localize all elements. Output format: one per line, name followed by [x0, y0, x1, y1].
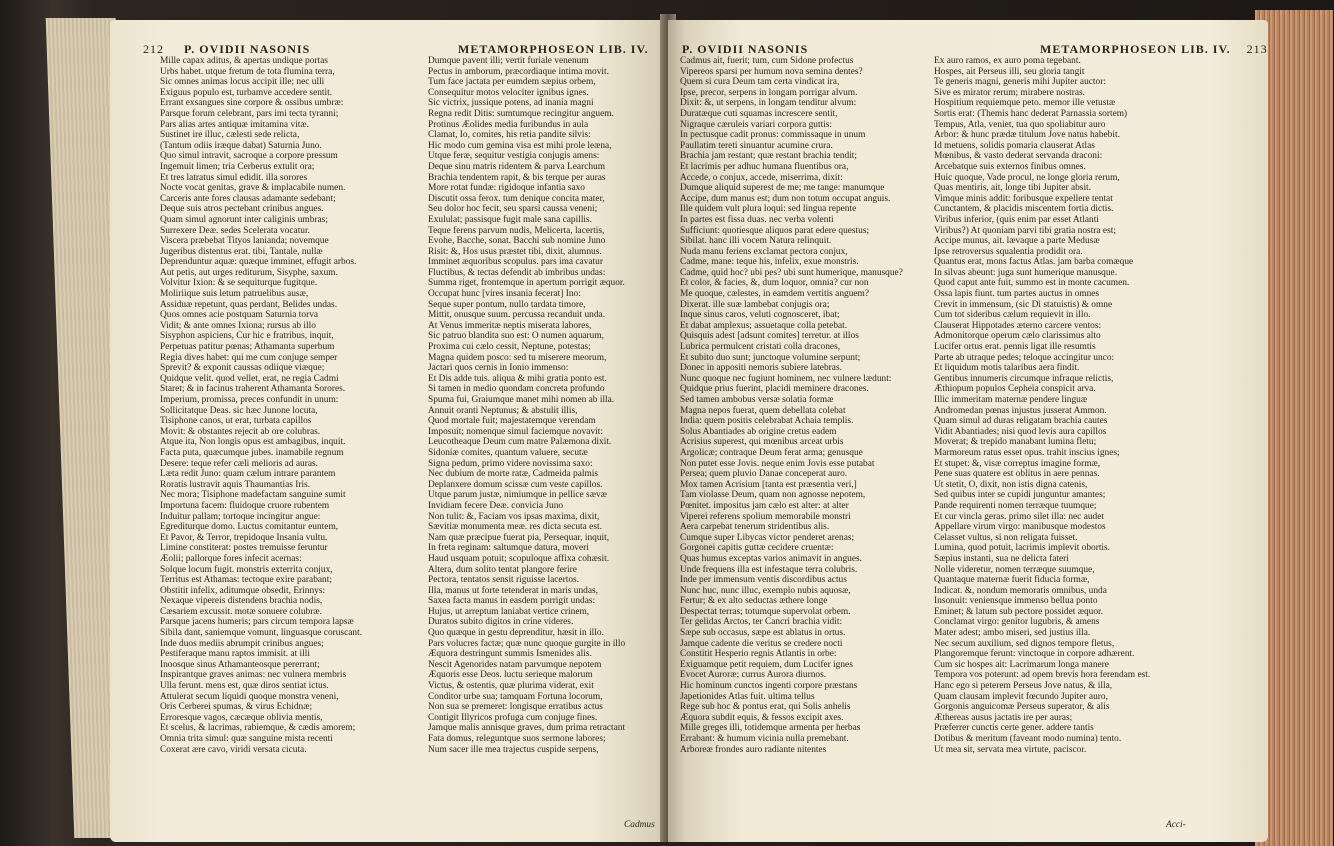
- verse-line: Sibilat. hanc illi vocem Natura relinquit.: [680, 236, 832, 247]
- verse-line: Paullatim tereti sinuantur acumine crura.: [680, 140, 833, 151]
- verse-line: Perpetuas patitur pœnas; Athamanta superbum: [160, 342, 335, 353]
- verse-line: Æthereas ausus jactatis ire per auras;: [934, 712, 1073, 723]
- verse-line: Pœnitet. impositus jam cælo est alter: at alter: [680, 500, 849, 511]
- verse-line: Quisquis adest [adsunt comites] terretur. at illos: [680, 331, 859, 342]
- verse-line: Tempora vos poterunt: ad opem brevis hora ferendam est.: [934, 670, 1151, 681]
- verse-line: Contigit Illyricos profuga cum conjuge fines.: [428, 712, 598, 723]
- verse-line: Gorgonei capitis guttæ cecidere cruentæ:: [680, 543, 834, 554]
- verse-line: Saxea facta manus in easdem porrigit undas:: [428, 596, 596, 607]
- verse-line: Sufficiunt: quotiesque aliquos parat edere questus;: [680, 225, 870, 236]
- verse-line: Id metuens, solidis pomaria clauserat Atlas: [934, 140, 1095, 151]
- verse-line: Et scelus, & lacrimas, rabiemque, & cædis amorem;: [160, 723, 356, 734]
- verse-line: Imposuit; nomenque simul faciemque novavit:: [428, 426, 603, 437]
- verse-line: Æquora destringunt summis Ismenides alis.: [428, 649, 592, 660]
- verse-line: Dixerat. ille suæ lambebat conjugis ora;: [680, 299, 830, 310]
- verse-line: Imminet æquoribus scopulus. pars ima cavatur: [428, 257, 603, 268]
- right-head-author: P. OVIDII NASONIS: [682, 42, 809, 56]
- verse-line: Jamque cadente die veritus se credere nocti: [680, 638, 843, 649]
- verse-line: Movit: & obstantes rejecit ab ore colubras.: [160, 426, 321, 437]
- right-page: [668, 20, 1268, 842]
- verse-line: Regna redit Ditis: sumtumque recingitur anguem.: [428, 108, 614, 119]
- verse-line: Nexaque vipereis distendens brachia nodis,: [160, 596, 323, 607]
- verse-line: Errabant: & humum vicinia nulla premebant.: [680, 734, 849, 744]
- verse-line: Annuit oranti Neptunus; & abstulit illis,: [428, 405, 578, 416]
- left-column-1: [160, 56, 422, 755]
- verse-line: Pene suas quatere est oblitus in aere pennas.: [934, 469, 1100, 480]
- verse-line: In partes est fissa duas. nec verba volenti: [680, 214, 834, 225]
- verse-line: Summa riget, frontemque in apertum porrigit æquor.: [428, 278, 625, 289]
- left-page-number: 212: [143, 42, 164, 56]
- verse-line: Te generis magni, generis mihi Jupiter auctor:: [934, 77, 1106, 88]
- verse-line: Vidit Abantiades; nisi quod levis aura capillos: [934, 426, 1107, 437]
- verse-line: Cum sic hospes ait: Lacrimarum longa manere: [934, 659, 1109, 670]
- verse-line: Jactari quos cernis in Ionio immenso:: [428, 363, 569, 374]
- verse-line: Accipe munus, ait. lævaque a parte Medusæ: [934, 236, 1100, 247]
- verse-line: Despectat terras; totumque supervolat orbem.: [680, 606, 851, 617]
- verse-line: Proxima cui cælo cessit, Neptune, potestas;: [428, 342, 591, 353]
- verse-line: Haud usquam potuit; scopuloque affixa cohæsit.: [428, 553, 610, 564]
- verse-line: Utque feræ, sequitur vestigia conjugis amens:: [428, 151, 600, 162]
- verse-line: Viperei referens spolium memorabile monstri: [680, 511, 851, 522]
- verse-line: Persea; quem pluvio Danae conceperat auro.: [680, 469, 848, 480]
- verse-line: Mille capax aditus, & apertas undique portas: [160, 56, 328, 66]
- verse-line: Duratos subito digitos in crine videres.: [428, 617, 574, 628]
- verse-line: Eminet; & latum sub pectore possidet æquor.: [934, 606, 1103, 617]
- verse-line: Cadme, mane: teque his, infelix, exue monstris.: [680, 257, 859, 268]
- verse-line: Lucifer ortus erat. pennis ligat ille resumtis: [934, 342, 1096, 353]
- verse-line: Sæpe sub occasus, sæpe est ablatus in ortus.: [680, 628, 846, 639]
- verse-line: Hospes, ait Perseus illi, seu gloria tangit: [934, 66, 1085, 77]
- verse-line: Seque super pontum, nullo tardata timore,: [428, 299, 586, 310]
- verse-line: Moliriique suis letum patruelibus ausæ,: [160, 289, 309, 300]
- verse-line: Pars volucres factæ; quæ nunc quoque gurgite in illo: [428, 638, 626, 649]
- verse-line: Quo simul intravit, sacroque a corpore pressum: [160, 151, 338, 162]
- verse-line: Num sacer ille mea trajectus cuspide serpens,: [428, 744, 599, 755]
- verse-line: Ter gelidas Arctos, ter Cancri brachia vidit:: [680, 617, 843, 628]
- verse-line: Et dabat amplexus; assuetaque colla petebat.: [680, 320, 848, 331]
- verse-line: Evohe, Bacche, sonat. Bacchi sub nomine Juno: [428, 236, 606, 247]
- verse-line: Atque ita, Non longis opus est ambagibus, inquit.: [160, 437, 346, 448]
- verse-line: Hanc ego si peterem Perseus Jove natus, & illa,: [934, 681, 1113, 692]
- verse-line: Quod caput ante fuit, summo est in monte cacumen.: [934, 278, 1130, 289]
- verse-line: Magna nepos fuerat, quem debellata colebat: [680, 405, 846, 416]
- right-column-1: [680, 56, 932, 755]
- verse-line: Deque suis atros pectebant crinibus angues.: [160, 204, 324, 215]
- verse-line: Parsque forum celebrant, pars imi tecta tyranni;: [160, 108, 339, 119]
- left-catchword: Cadmus: [624, 820, 655, 830]
- right-head-work: METAMORPHOSEON LIB. IV.: [1040, 42, 1231, 56]
- verse-line: Arbor: & hunc prædæ titulum Jove natus habebit.: [934, 130, 1120, 141]
- verse-line: Unde frequens illa est infestaque terra colubris.: [680, 564, 858, 575]
- verse-line: Dixit: &, ut serpens, in longam tenditur alvum:: [680, 98, 857, 109]
- verse-line: Sisyphon aspiciens, Cur hic e fratribus, inquit,: [160, 331, 334, 342]
- verse-line: Pestiferaque manu raptos immisit. at illi: [160, 649, 310, 660]
- verse-line: Carceris ante fores clausas adamante sedebant;: [160, 193, 336, 204]
- verse-line: Deprenduntur aquæ: quæque imminet, effugit arbos.: [160, 257, 357, 268]
- verse-line: Tum face jactata per eumdem sæpius orbem,: [428, 77, 596, 88]
- verse-line: Et lacrimis per adhuc humana fluentibus ora,: [680, 161, 849, 172]
- verse-line: Seu dolor hoc fecit, seu sparsi caussa veneni;: [428, 204, 598, 215]
- verse-line: Aut petis, aut urges rediturum, Sisyphe, saxum.: [160, 267, 338, 278]
- verse-line: Invidiam fecere Deæ. convicia Juno: [428, 500, 564, 511]
- verse-line: Crevit in immensum, (sic Di statuistis) & omne: [934, 299, 1113, 310]
- verse-line: Nigraque cæruleis variari corpora guttis:: [680, 119, 833, 130]
- verse-line: Brachia tendentem rapit, & bis terque per auras: [428, 172, 606, 183]
- verse-line: Inspirantque graves animas: nec vulnera membris: [160, 670, 347, 681]
- verse-line: Nunc huc, nunc illuc, exemplo nubis aquosæ,: [680, 585, 851, 596]
- verse-line: Me quoque, cælestes, in eamdem vertitis anguem?: [680, 289, 870, 300]
- verse-line: Dumque pavent illi; vertit furiale venenum: [428, 56, 589, 66]
- left-page: [110, 20, 675, 842]
- verse-line: Magna quidem posco: sed tu miserere meorum,: [428, 352, 607, 363]
- verse-line: Sic victrix, jussique potens, ad inania magni: [428, 98, 594, 109]
- verse-line: Pars alias artes antiquæ imitamina vitæ.: [160, 119, 309, 130]
- verse-line: Illa, manus ut forte tetenderat in maris undas,: [428, 585, 598, 596]
- verse-line: Viribus?) At quoniam parvi tibi gratia nostra est;: [934, 225, 1116, 236]
- verse-line: Ulla ferunt. mens est, quæ diros sentiat ictus.: [160, 681, 329, 692]
- verse-line: Argolicæ; contraque Deum ferat arma; genusque: [680, 447, 863, 458]
- verse-line: In pectusque cadit pronus: commissaque in unum: [680, 130, 866, 141]
- verse-line: Jamque malis annisque graves, dum prima retractant: [428, 723, 626, 734]
- verse-line: Aera carpebat tenerum stridentibus alis.: [680, 522, 830, 533]
- verse-line: More rotat fundæ: rigidoque infantia saxo: [428, 183, 585, 194]
- verse-line: Inde per immensum ventis discordibus actus: [680, 575, 847, 586]
- verse-line: Regia dives habet: qui me cum conjuge semper: [160, 352, 338, 363]
- verse-line: Sprevit? & exponit caussas odiique viæque;: [160, 363, 325, 374]
- verse-line: Importuna facem: fluidoque cruore rubentem: [160, 500, 330, 511]
- verse-line: Discutit ossa ferox. tum denique concita mater,: [428, 193, 605, 204]
- verse-line: Ingemuit limen; tria Cerberus extulit ora;: [160, 161, 315, 172]
- right-column-2: [934, 56, 1196, 755]
- verse-line: Mittit, onusque suum. percussa recanduit unda.: [428, 310, 606, 321]
- verse-line: Quos omnes acie postquam Saturnia torva: [160, 310, 319, 321]
- verse-line: Præferrer cunctis certe gener. addere tantis: [934, 723, 1094, 734]
- verse-line: Attulerat secum liquidi quoque monstra veneni,: [160, 691, 339, 702]
- verse-line: Ex auro ramos, ex auro poma tegebant.: [934, 56, 1081, 66]
- verse-line: Æquora subdit equis, & fessos excipit axes.: [680, 712, 844, 723]
- verse-line: Et stupet: &, visæ correptus imagine formæ,: [934, 458, 1101, 469]
- verse-line: Huic quoque, Vade procul, ne longe gloria rerum,: [934, 172, 1120, 183]
- verse-line: Æquoris esse Deos. luctu serieque malorum: [428, 670, 593, 681]
- verse-line: Nolle videretur, nomen terræque suumque,: [934, 564, 1095, 575]
- verse-line: Spuma fui, Graiumque manet mihi nomen ab illa.: [428, 395, 615, 405]
- verse-line: Sic patruo blandita suo est: O numen aquarum,: [428, 331, 605, 342]
- verse-line: Quam clausam implevit fœcundo Jupiter auro,: [934, 691, 1108, 702]
- right-page-number: 213: [1246, 42, 1268, 56]
- verse-line: Solque locum fugit. monstris exterrita conjux,: [160, 564, 333, 575]
- verse-line: Et color, & facies, &, dum loquor, omnia? cur non: [680, 278, 869, 289]
- verse-line: Quantaque maternæ fuerit fiducia formæ,: [934, 575, 1090, 586]
- verse-line: Nescit Agenorides natam parvumque nepotem: [428, 659, 602, 670]
- verse-line: Consequitur motos velociter ignibus ignes.: [428, 87, 589, 98]
- verse-line: Clauserat Hippotades æterno carcere ventos:: [934, 320, 1102, 331]
- verse-line: Sollicitatque Deas. sic hæc Junone locuta,: [160, 405, 318, 416]
- verse-line: Errant exsangues sine corpore & ossibus umbræ:: [160, 98, 344, 109]
- verse-line: Evocet Auroræ; currus Aurora diurnos.: [680, 670, 827, 681]
- verse-line: Volvitur Ixion: & se sequiturque fugitque.: [160, 278, 318, 289]
- verse-line: Æthiopum populos Cepheïa conspicit arva.: [934, 384, 1096, 395]
- verse-line: Ut mea sit, servata mea virtute, paciscor.: [934, 744, 1087, 755]
- verse-line: Inoosque sinus Athamanteosque pererrant;: [160, 659, 320, 670]
- left-head-work: METAMORPHOSEON LIB. IV.: [458, 42, 649, 56]
- verse-line: Hic hominum cunctos ingenti corpore præstans: [680, 681, 858, 692]
- verse-line: Nec dubium de morte ratæ, Cadmeida palmis: [428, 469, 599, 480]
- verse-line: Rege sub hoc & pontus erat, qui Solis anhelis: [680, 702, 851, 713]
- verse-line: Roratis lustravit aquis Thaumantias Iris.: [160, 479, 311, 490]
- verse-line: Lubrica permulcent cristati colla dracones,: [680, 342, 841, 353]
- verse-line: Signa pedum, primo videre novissima saxo:: [428, 458, 593, 469]
- verse-line: In freta reginam: saltumque datura, moveri: [428, 543, 589, 554]
- verse-line: Victus, & ostentis, quæ plurima viderat, exit: [428, 681, 594, 692]
- verse-line: Sed quibus inter se cupidi junguntur amantes;: [934, 490, 1106, 501]
- verse-line: Exiguamque petit requiem, dum Lucifer ignes: [680, 659, 853, 670]
- verse-line: Oris Cerberei spumas, & virus Echidnæ;: [160, 702, 313, 713]
- verse-line: Duratæque cuti squamas increscere sentit,: [680, 108, 838, 119]
- verse-line: Inde duos mediis abrumpit crinibus angues;: [160, 638, 324, 649]
- verse-line: Egrediturque domo. Luctus comitantur euntem,: [160, 522, 339, 533]
- verse-line: Tisiphone canos, ut erat, turbata capillos: [160, 416, 312, 427]
- verse-line: Donec in appositi nemoris subiere latebras.: [680, 363, 842, 374]
- verse-line: Parte ab utraque pedes; teloque accingitur unco:: [934, 352, 1115, 363]
- verse-line: Sed tamen ambobus versæ solatia formæ: [680, 395, 834, 405]
- right-catchword: Acci-: [1166, 820, 1186, 830]
- verse-line: Appellare virum virgo: manibusque modestos: [934, 522, 1106, 533]
- verse-line: Et liquidum motis talaribus aera findit.: [934, 363, 1080, 374]
- verse-line: Hic modo cum gemina visa est mihi prole leæna,: [428, 140, 612, 151]
- verse-line: Gorgonis anguicomæ Perseus superator, & alis: [934, 702, 1110, 713]
- verse-line: Sortis erat: (Themis hanc dederat Parnassia sortem): [934, 108, 1128, 119]
- verse-line: Quidque prius fuerint, placidi meminere dracones.: [680, 384, 869, 395]
- verse-line: Japetionides Atlas fuit. ultima tellus: [680, 691, 815, 702]
- verse-line: Assiduæ repetunt, quas perdant, Belides undas.: [160, 299, 338, 310]
- verse-line: (Tantum odiis iræque dabat) Saturnia Juno.: [160, 140, 322, 151]
- verse-line: Obstitit infelix, aditumque obsedit, Erinnys:: [160, 585, 326, 596]
- verse-line: Clamat, Io, comites, his retia pandite silvis:: [428, 130, 591, 141]
- verse-line: Mille greges illi, totidemque armenta per herbas: [680, 723, 861, 734]
- verse-line: Occupat hunc [vires insania fecerat] Ino:: [428, 289, 581, 300]
- verse-line: Pectora, tentatos sensit riguisse lacertos.: [428, 575, 580, 586]
- verse-line: Facta puta, quæcumque jubes. inamabile regnum: [160, 447, 344, 458]
- verse-line: Teque ferens parvum nudis, Melicerta, lacertis,: [428, 225, 605, 236]
- verse-line: Sive es mirator rerum; mirabere nostras.: [934, 87, 1085, 98]
- verse-line: Nec mora; Tisiphone madefactam sanguine sumit: [160, 490, 346, 501]
- verse-line: Constitit Hesperio regnis Atlantis in orbe:: [680, 649, 837, 660]
- verse-line: Arboreæ frondes auro radiante nitentes: [680, 744, 827, 755]
- verse-line: Accipe, dum manus est; dum non totum occupat anguis.: [680, 193, 891, 204]
- verse-line: Exiguus populo est, turbamve accedere sentit.: [160, 87, 333, 98]
- verse-line: Vipereos sparsi per humum nova semina dentes?: [680, 66, 863, 77]
- verse-line: Cadmus ait, fuerit; tum, cum Sidone profectus: [680, 56, 854, 66]
- verse-line: Ossa lapis fiunt. tum partes auctus in omnes: [934, 289, 1100, 300]
- verse-line: Dumque aliquid superest de me; me tange: manumque: [680, 183, 885, 194]
- verse-line: At Venus immeritæ neptis miserata labores,: [428, 320, 592, 331]
- verse-line: Illic immeritam maternæ pendere linguæ: [934, 395, 1088, 405]
- verse-line: Non tulit: &, Faciam vos ipsas maxima, dixit,: [428, 511, 600, 522]
- verse-line: Conditor urbe sua; tamquam Fortuna locorum,: [428, 691, 603, 702]
- verse-line: Plangoremque ferunt: vinctoque in corpore adhærent.: [934, 649, 1135, 660]
- verse-line: Quas humus exceptas varios animavit in angues.: [680, 553, 862, 564]
- verse-line: Nec secum auxilium, sed dignos tempore fletus,: [934, 638, 1115, 649]
- verse-line: Mœnibus, & vasto dederat servanda draconi:: [934, 151, 1103, 162]
- left-head-author: P. OVIDII NASONIS: [184, 42, 311, 56]
- verse-line: Leucotheaque Deum cum matre Palæmona dixit.: [428, 437, 612, 448]
- verse-line: Et Dis adde tuis. aliqua & mihi gratia ponto est.: [428, 373, 607, 384]
- verse-line: Induitur pallam; tortoque incingitur angue:: [160, 511, 321, 522]
- verse-line: Protinus Æolides media furibundus in aula: [428, 119, 589, 130]
- verse-line: Æolii; pallorque fores infecit acernas:: [160, 553, 302, 564]
- verse-line: Quo quæque in gestu deprenditur, hæsit in illo.: [428, 628, 604, 639]
- verse-line: Mater adest; ambo miseri, sed justius illa.: [934, 628, 1091, 639]
- verse-line: Solus Abantiades ab origine cretus eadem: [680, 426, 837, 437]
- verse-line: Omnia trita simul: quæ sanguine mista recenti: [160, 734, 333, 744]
- verse-line: Desere: teque refer cæli melioris ad auras.: [160, 458, 319, 469]
- verse-line: Territus est Athamas: tectoque exire parabant;: [160, 575, 332, 586]
- verse-line: Quod mortale fuit; majestatemque verendam: [428, 416, 596, 427]
- verse-line: Erroresque vagos, cæcæque oblivia mentis,: [160, 712, 323, 723]
- verse-line: Viscera præbebat Tityos lanianda; novemque: [160, 236, 329, 247]
- verse-line: Si tamen in medio quondam concreta profundo: [428, 384, 605, 395]
- verse-line: Deque sinu matris ridentem & parva Learchum: [428, 161, 606, 172]
- verse-line: Brachia jam restant; quæ restant brachia tendit;: [680, 151, 858, 162]
- right-running-head: [1040, 42, 1268, 57]
- verse-line: Quem si cura Deum tam certa vindicat ira,: [680, 77, 840, 88]
- verse-line: Altera, dum solito tentat plangore ferire: [428, 564, 577, 575]
- verse-line: India: quem positis celebrabat Achaia templis.: [680, 416, 854, 427]
- verse-line: Sic omnes animas locus accipit ille; nec ulli: [160, 77, 325, 88]
- verse-line: Admonitorque operum cælo clarissimus alto: [934, 331, 1101, 342]
- verse-line: Parsque jacens humeris; pars circum tempora lapsæ: [160, 617, 354, 628]
- verse-line: Hospitium requiemque peto. memor ille vetustæ: [934, 98, 1116, 109]
- left-running-head: [143, 42, 310, 57]
- verse-line: Risit: &, Hos usus præstet tibi, dixit, alumnus.: [428, 246, 602, 257]
- verse-line: Cadme, quid hoc? ubi pes? ubi sunt humerique, manusque?: [680, 267, 903, 278]
- verse-line: Nam quæ præcipue fuerat pia, Persequar, inquit,: [428, 532, 610, 543]
- verse-line: Inque sinus caros, veluti cognosceret, ibat;: [680, 310, 840, 321]
- verse-line: Ipse, precor, serpens in longam porrigar alvum.: [680, 87, 858, 98]
- verse-line: Quam simul agnorunt inter caliginis umbras;: [160, 214, 328, 225]
- verse-line: Marmoreum ratus esset opus. trahit inscius ignes;: [934, 447, 1120, 458]
- verse-line: Sustinet ire illuc, cælesti sede relicta,: [160, 130, 300, 141]
- verse-line: Et cur vincla geras. primo silet illa: nec audet: [934, 511, 1104, 522]
- verse-line: Mox tamen Acrisium [tanta est præsentia veri,]: [680, 479, 857, 490]
- verse-line: Et subito duo sunt; junctoque volumine serpunt;: [680, 352, 861, 363]
- verse-line: Surrexere Deæ. sedes Scelerata vocatur.: [160, 225, 310, 236]
- verse-line: Jugeribus distentus erat. tibi, Tantale, nullæ: [160, 246, 323, 257]
- verse-line: Cæsariem excussit. motæ sonuere colubræ.: [160, 606, 322, 617]
- verse-line: Quidque velit. quod vellet, erat, ne regia Cadmi: [160, 373, 339, 384]
- verse-line: Non sua se premeret: longisque erratibus actus: [428, 702, 603, 713]
- verse-line: Hujus, ut arreptum laniabat vertice crinem,: [428, 606, 590, 617]
- verse-line: Pande requirenti nomen terræque tuumque;: [934, 500, 1097, 511]
- verse-line: Sæpius instanti, sua ne delicta fateri: [934, 553, 1069, 564]
- verse-line: Fata domus, releguntque suos sermone labores;: [428, 734, 606, 744]
- verse-line: Et tres latratus simul edidit. illa sorores: [160, 172, 308, 183]
- verse-line: Quam simul ad duras religatam brachia cautes: [934, 416, 1108, 427]
- verse-line: Cumque super Libycas victor penderet arenas;: [680, 532, 855, 543]
- verse-line: In silvas abeunt: juga sunt humerique manusque.: [934, 267, 1118, 278]
- verse-line: Cum tot sideribus cælum requievit in illo.: [934, 310, 1091, 321]
- verse-line: Accede, o conjux, accede, miserrima, dixit:: [680, 172, 843, 183]
- verse-line: Coxerat ære cavo, viridi versata cicuta.: [160, 744, 307, 755]
- verse-line: Ipse retroversus squalentia prodidit ora.: [934, 246, 1083, 257]
- verse-line: Deplanxere domum scissæ cum veste capillos.: [428, 479, 603, 490]
- verse-line: Viribus inferior, (quis enim par esset Atlanti: [934, 214, 1099, 225]
- verse-line: Celasset vultus, si non religata fuisset.: [934, 532, 1078, 543]
- verse-line: Nunc quoque nec fugiunt hominem, nec vulnere lædunt:: [680, 373, 892, 384]
- verse-line: Andromedan pœnas injustus jusserat Ammon.: [934, 405, 1107, 416]
- verse-line: Conclamat virgo: genitor lugubris, & amens: [934, 617, 1100, 628]
- verse-line: Fluctibus, & tectas defendit ab imbribus undas:: [428, 267, 606, 278]
- verse-line: Fertur; & ex alto seductas æthere longe: [680, 596, 828, 607]
- verse-line: Quantus erat, mons factus Atlas. jam barba comæque: [934, 257, 1134, 268]
- verse-line: Gentibus innumeris circumque infraque relictis,: [934, 373, 1114, 384]
- verse-line: Limine constiterat: postes tremuisse feruntur: [160, 543, 328, 554]
- verse-line: Pectus in amborum, præcordiaque intima movit.: [428, 66, 609, 77]
- verse-line: Vidit; & ante omnes Ixiona; rursus ab illo: [160, 320, 316, 331]
- left-column-2: [428, 56, 666, 755]
- verse-line: Sidoniæ comites, quantum valuere, secutæ: [428, 447, 588, 458]
- verse-line: Cunctantem, & placidis miscentem fortia dictis.: [934, 204, 1114, 215]
- verse-line: Arcebatque suis externos finibus omnes.: [934, 161, 1086, 172]
- verse-line: Imperium, promissa, preces confundit in unum:: [160, 395, 339, 405]
- verse-line: Et Pavor, & Terror, trepidoque Insania vultu.: [160, 532, 328, 543]
- verse-line: Indicat. &, nondum memoratis omnibus, unda: [934, 585, 1107, 596]
- verse-line: Insonuit: veniensque immenso bellua ponto: [934, 596, 1098, 607]
- verse-line: Nocte vocat genitas, grave & implacabile numen.: [160, 183, 346, 194]
- verse-line: Lumina, quod potuit, lacrimis implevit obortis.: [934, 543, 1111, 554]
- verse-line: Ut stetit, O, dixit, non istis digna catenis,: [934, 479, 1088, 490]
- verse-line: Sibila dant, saniemque vomunt, linguasque coruscant.: [160, 628, 363, 639]
- verse-line: Dotibus & meritum (faveant modo numina) tento.: [934, 734, 1122, 744]
- verse-line: Staret; & in facinus traherent Athamanta Sorores.: [160, 384, 346, 395]
- verse-line: Nuda manu feriens exclamat pectora conjux,: [680, 246, 848, 257]
- verse-line: Urbs habet. utque fretum de tota flumina terra,: [160, 66, 335, 77]
- verse-line: Non putet esse Jovis. neque enim Jovis esse putabat: [680, 458, 875, 469]
- verse-line: Exululat; passisque fugit male sana capillis.: [428, 214, 593, 225]
- verse-line: Tempus, Atla, veniet, tua quo spoliabitur auro: [934, 119, 1106, 130]
- verse-line: Utque parum justæ, nimiumque in pellice sævæ: [428, 490, 607, 501]
- verse-line: Sævitiæ monumenta meæ. res dicta secuta est.: [428, 522, 602, 533]
- verse-line: Moverat; & trepido manabant lumina fletu;: [934, 437, 1097, 448]
- verse-line: Quas mentiris, ait, longe tibi Jupiter absit.: [934, 183, 1092, 194]
- verse-line: Læta redit Juno: quam cælum intrare parantem: [160, 469, 336, 480]
- verse-line: Acrisius superest, qui mœnibus arceat urbis: [680, 437, 844, 448]
- verse-line: Vimque minis addit: foribusque expellere tentat: [934, 193, 1113, 204]
- verse-line: Ille quidem vult plura loqui: sed lingua repente: [680, 204, 857, 215]
- verse-line: Tam violasse Deum, quam non agnosse nepotem,: [680, 490, 866, 501]
